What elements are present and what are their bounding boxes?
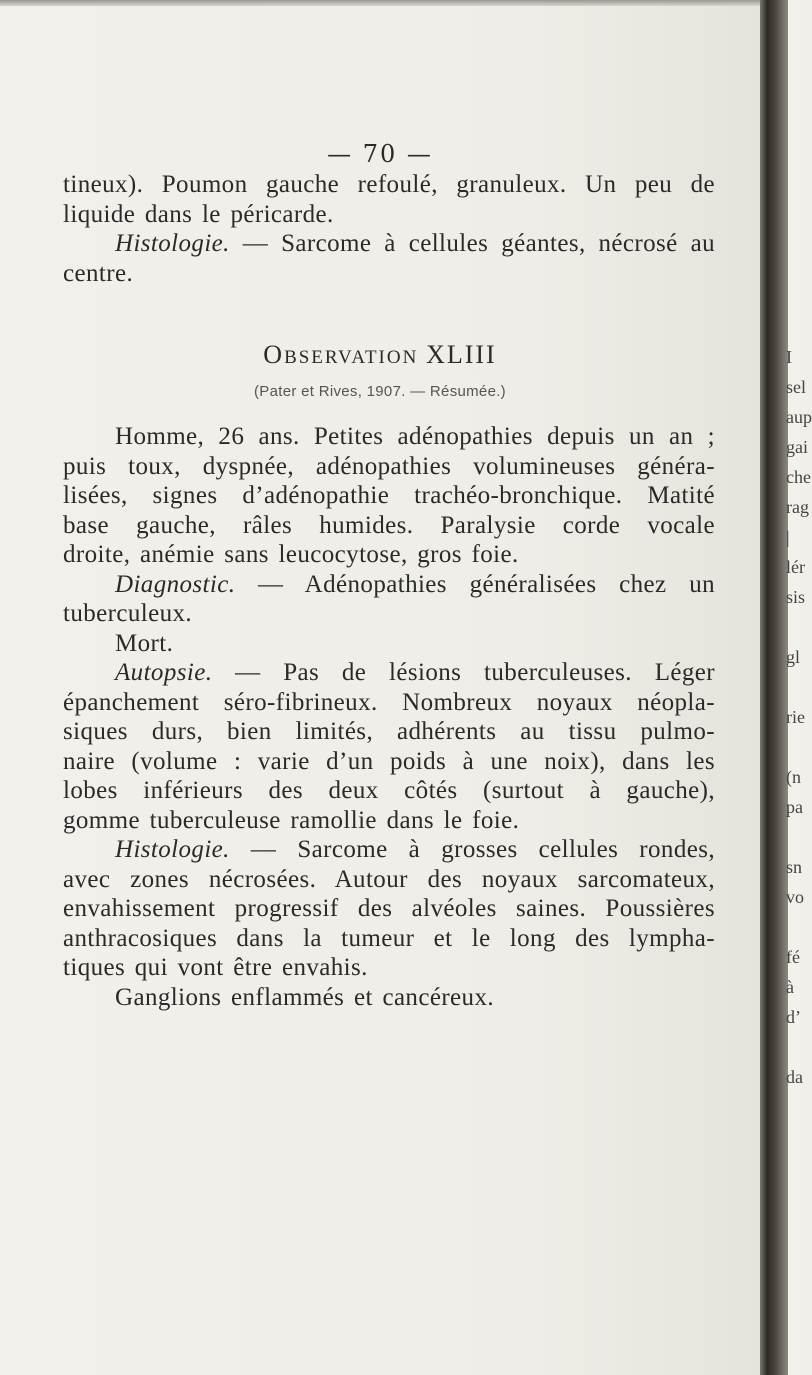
observation-heading <box>0 340 760 370</box>
text-line: centre. <box>63 259 134 287</box>
facing-fragment: I <box>786 347 792 367</box>
autopsy-label: Autopsie. <box>115 659 213 686</box>
facing-page-edge <box>786 0 812 1375</box>
text-line: gomme tuberculeuse ramollie dans le foie. <box>63 806 520 834</box>
text-line: Mort. <box>115 629 174 657</box>
text-line: anthracosiques dans la tumeur et le long des lympha- <box>63 924 715 952</box>
text-line: Ganglions enflammés et cancéreux. <box>115 983 494 1011</box>
facing-fragment: sis <box>786 587 806 607</box>
page-number: — 70 — <box>327 140 433 168</box>
facing-fragment: vo <box>786 887 804 907</box>
text-span: — Sarcome à cellules géantes, nécrosé au <box>229 230 715 257</box>
heading-initial: O <box>263 340 285 369</box>
facing-fragment: d’ <box>786 1007 801 1027</box>
book-binding <box>760 0 788 1375</box>
facing-fragment: rag <box>786 497 809 517</box>
facing-fragment: da <box>786 1067 803 1087</box>
facing-fragment: gai <box>786 437 808 457</box>
histology-label: Histologie. <box>115 230 230 257</box>
facing-fragment: (n <box>786 767 801 787</box>
text-span: — Sarcome à grosses cellules rondes, <box>229 836 715 863</box>
facing-fragment: lér <box>786 557 805 577</box>
text-line: liquide dans le péricarde. <box>63 200 334 228</box>
facing-fragment: rie <box>786 707 805 727</box>
text-line: Homme, 26 ans. Petites adénopathies depuis un an ; <box>115 423 715 450</box>
text-line: base gauche, râles humides. Paralysie corde vocale <box>63 511 715 539</box>
facing-fragment: gl <box>786 647 801 667</box>
text-line: droite, anémie sans leucocytose, gros foie. <box>63 541 519 568</box>
observation-source: (Pater et Rives, 1907. — Résumée.) <box>254 383 506 400</box>
text-line: épanchement séro-fibrineux. Nombreux noyaux néopla- <box>63 688 715 716</box>
histology-paragraph <box>63 229 715 259</box>
text-span: — Pas de lésions tuberculeuses. Léger <box>212 659 715 686</box>
facing-fragment: che <box>786 467 811 487</box>
facing-fragment: à <box>786 977 794 997</box>
text-span: — Adénopathies généralisées chez un <box>235 570 715 598</box>
observation-text-block <box>63 422 715 1012</box>
text-line: siques durs, bien limités, adhérents au tissu pulmo- <box>63 718 715 745</box>
facing-fragment: aup <box>786 407 812 427</box>
text-line: lobes inférieurs des deux côtés (surtout à gauche), <box>63 777 715 804</box>
text-line: avec zones nécrosées. Autour des noyaux sarcomateux, <box>63 865 715 893</box>
facing-fragment: fé <box>786 947 800 967</box>
facing-fragment: sel <box>786 377 806 397</box>
text-line: lisées, signes d’adénopathie trachéo-bronchique. Matité <box>63 482 715 509</box>
text-line: tuberculeux. <box>63 600 193 627</box>
diagnostic-label: Diagnostic. <box>115 570 236 598</box>
heading-rest: BSERVATION <box>284 347 419 368</box>
histology-label: Histologie. <box>115 836 230 863</box>
text-line: puis toux, dyspnée, adénopathies volumineuses généra- <box>63 452 715 480</box>
facing-fragment: | <box>786 527 790 547</box>
continued-text-block <box>63 170 715 288</box>
text-line: naire (volume : varie d’un poids à une noix), dans les <box>63 747 715 775</box>
diagnostic-paragraph <box>63 570 715 600</box>
histology-paragraph <box>63 835 715 865</box>
text-line: tineux). Poumon gauche refoulé, granuleux. Un peu de <box>63 171 715 198</box>
observation-number: XLIII <box>426 340 497 369</box>
facing-fragment: pa <box>786 797 803 817</box>
facing-fragment: sn <box>786 857 803 877</box>
text-line: tiques qui vont être envahis. <box>63 954 368 981</box>
page-top-edge <box>0 0 760 6</box>
text-line: envahissement progressif des alvéoles saines. Poussières <box>63 895 715 922</box>
autopsy-paragraph <box>63 658 715 688</box>
